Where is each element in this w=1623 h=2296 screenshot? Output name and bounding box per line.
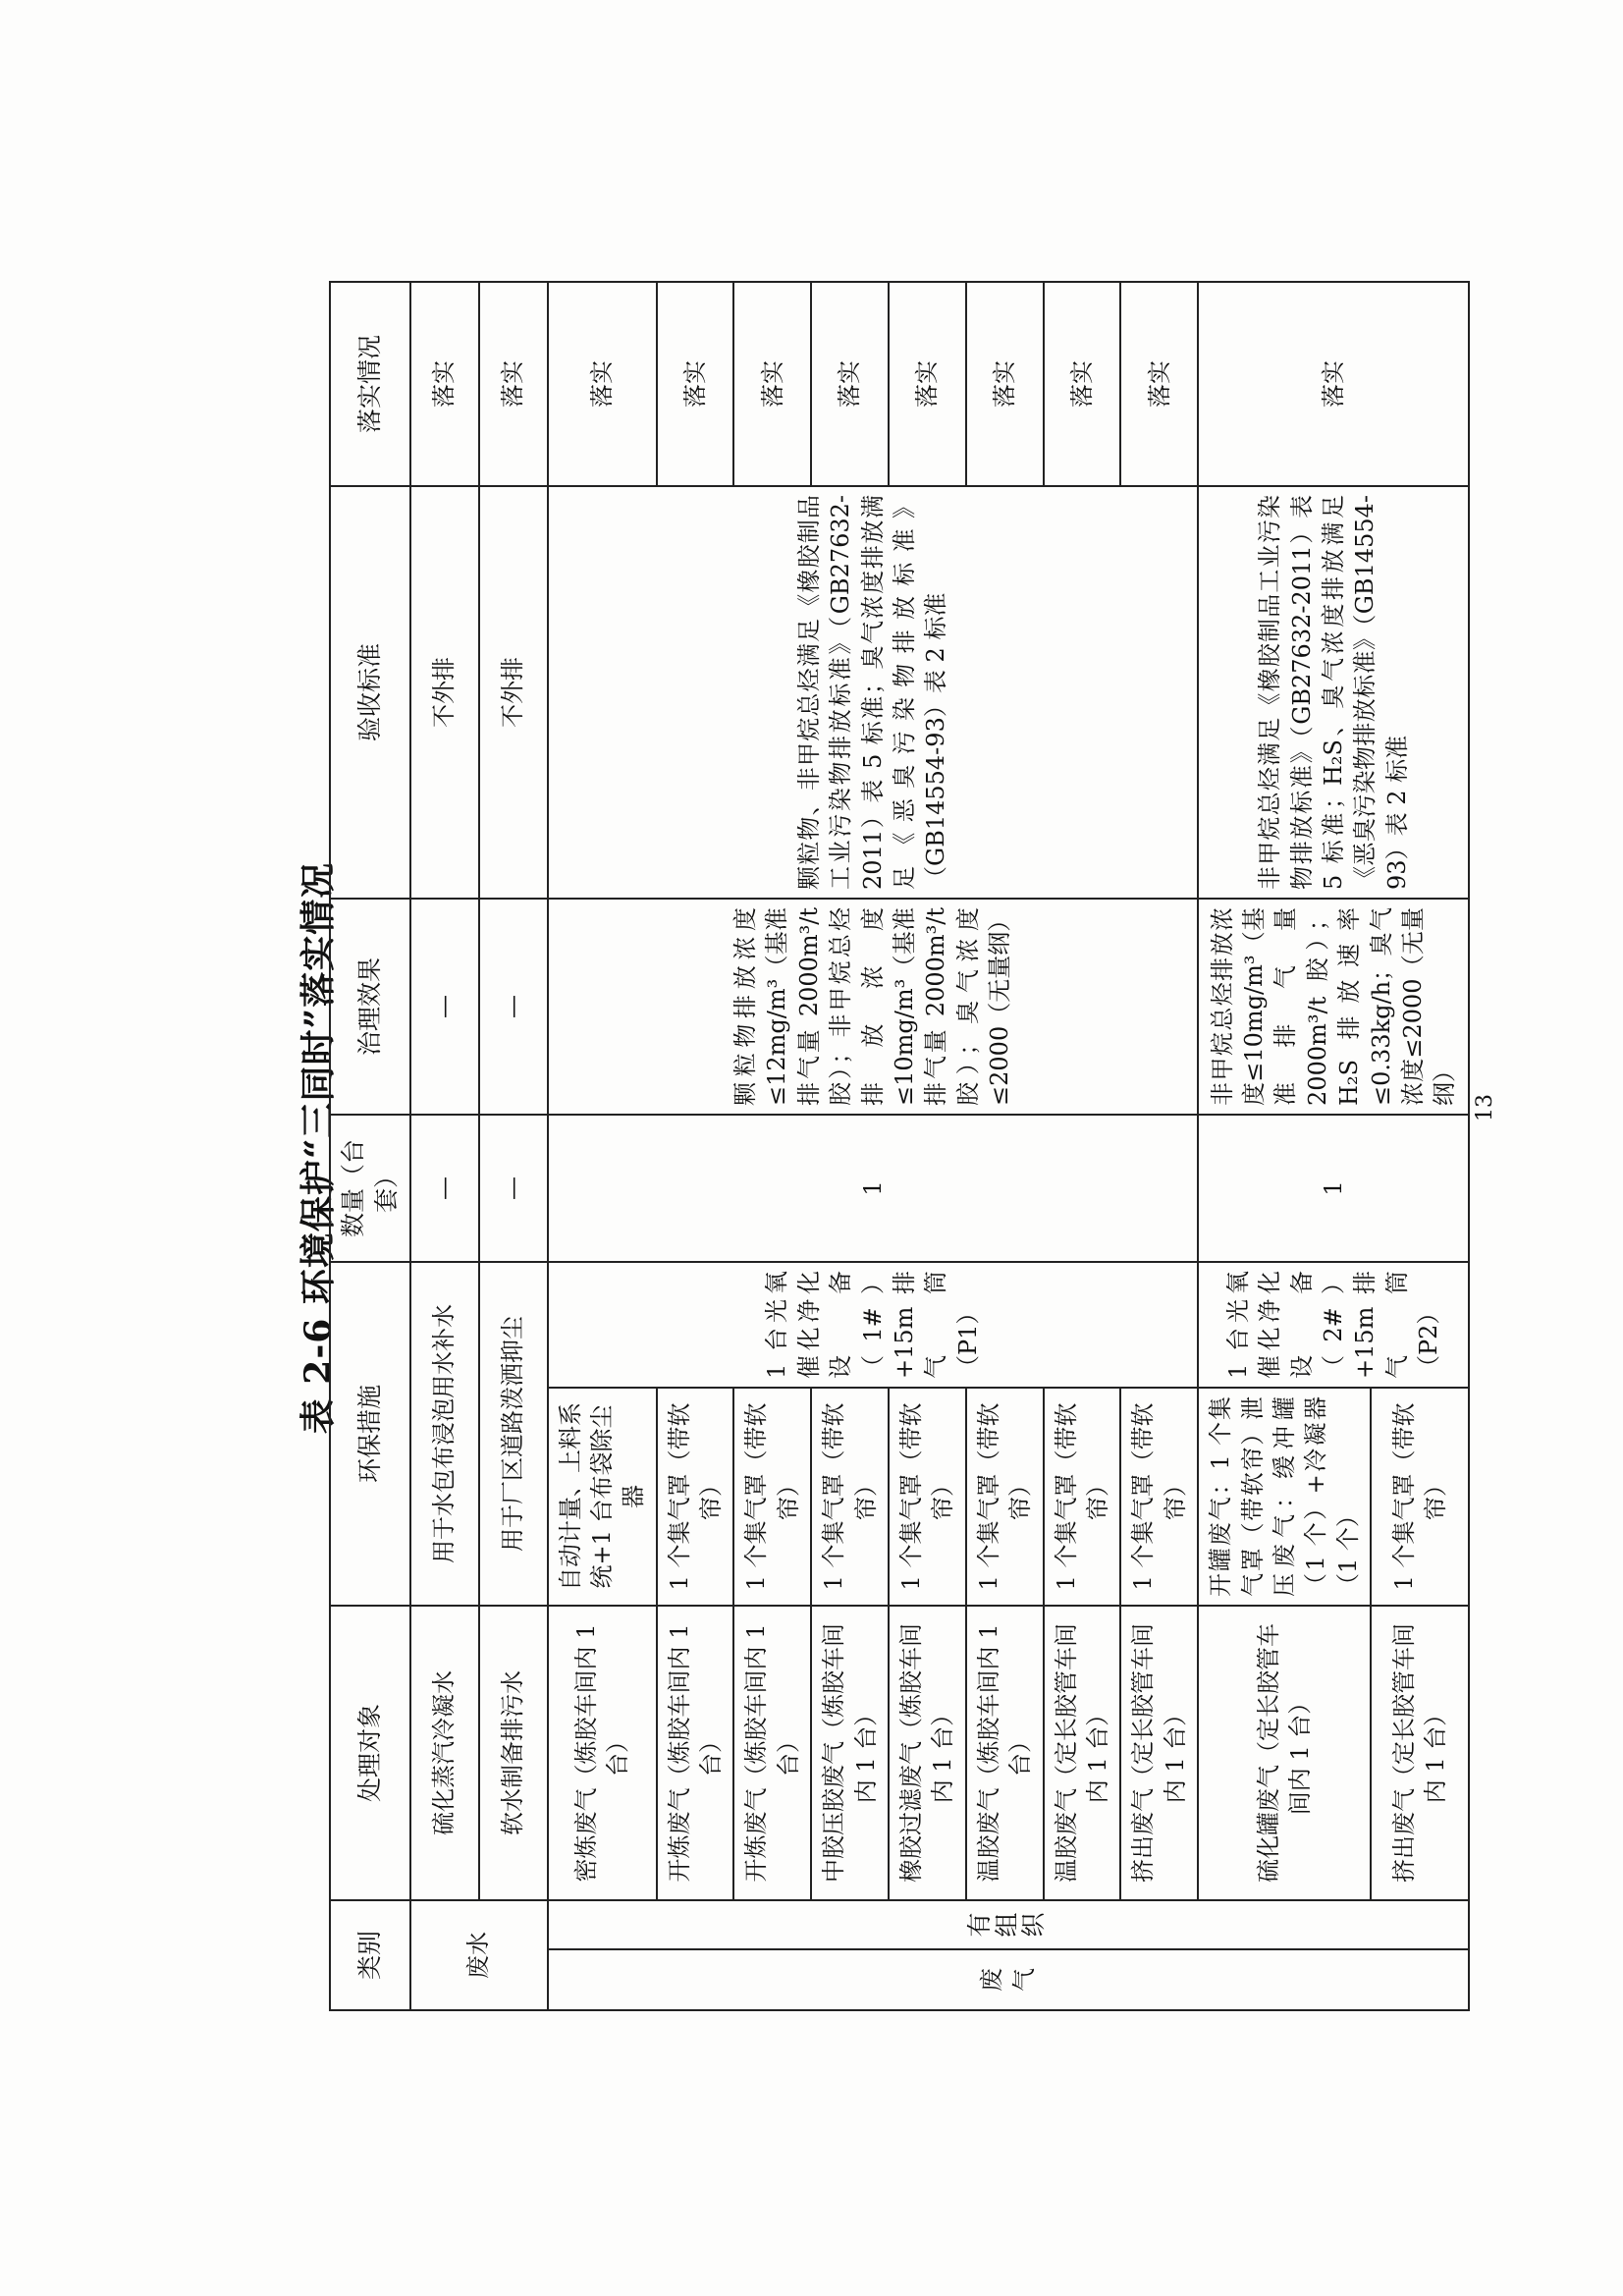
measure-cell: 1 个集气罩（带软帘） [733,1388,811,1606]
header-qty: 数量（台套） [330,1115,410,1262]
qty-cell: 1 [548,1115,1199,1262]
target-cell: 密炼废气（炼胶车间内 1 台） [548,1606,657,1900]
measure-cell: 自动计量、上料系统+1 台布袋除尘器 [548,1388,657,1606]
three-simultaneous-table [329,281,1470,2011]
shared-device-p1: 1 台光氧催化净化设备（1#）+15m 排气筒（P1） [548,1262,1199,1388]
status-cell: 落实 [1198,282,1469,486]
category-wastewater: 废水 [410,1900,548,2010]
target-cell: 温胶废气（定长胶管车间内 1 台） [1044,1606,1121,1900]
target-cell: 挤出废气（定长胶管车间内 1 台） [1120,1606,1198,1900]
target-cell: 开炼废气（炼胶车间内 1 台） [733,1606,811,1900]
measure-cell: 1 个集气罩（带软帘） [889,1388,966,1606]
measure-cell: 用于厂区道路泼洒抑尘 [479,1262,548,1606]
page-number: 13 [1473,1094,1497,1121]
qty-cell: — [479,1115,548,1262]
measure-cell: 1 个集气罩（带软帘） [1120,1388,1198,1606]
table-row [410,282,479,2010]
standard-cell: 不外排 [410,486,479,899]
effect-cell: — [410,899,479,1115]
standard-cell: 颗粒物、非甲烷总烃满足《橡胶制品工业污染物排放标准》（GB27632-2011）表 5 标准；臭气浓度排放满足《恶臭污染物排放标准》（GB14554-93）表 2 标准 [548,486,1199,899]
shared-device-p2: 1 台光氧催化净化设备（2#）+15m 排气筒（P2） [1198,1262,1469,1388]
header-target: 处理对象 [330,1606,410,1900]
status-cell: 落实 [811,282,889,486]
table-row [479,282,548,2010]
header-standard: 验收标准 [330,486,410,899]
header-measure: 环保措施 [330,1262,410,1606]
target-cell: 中胶压胶废气（炼胶车间内 1 台） [811,1606,889,1900]
standard-cell: 不外排 [479,486,548,899]
status-cell: 落实 [410,282,479,486]
target-cell: 硫化蒸汽冷凝水 [410,1606,479,1900]
status-cell: 落实 [479,282,548,486]
status-cell: 落实 [966,282,1044,486]
category-exhaust: 废气 [548,1949,1470,2010]
table-title: 表 2-6 环境保护“三同时”落实情况 [298,861,339,1435]
table-row [548,282,657,2010]
target-cell: 挤出废气（定长胶管车间内 1 台） [1371,1606,1469,1900]
measure-cell: 1 个集气罩（带软帘） [811,1388,889,1606]
status-cell: 落实 [889,282,966,486]
table-row [1198,282,1371,2010]
target-cell: 橡胶过滤废气（炼胶车间内 1 台） [889,1606,966,1900]
header-row [330,282,410,2010]
measure-cell: 开罐废气：1 个集气罩（带软帘）泄压废气：缓冲罐（1 个）+冷凝器（1 个） [1198,1388,1371,1606]
header-effect: 治理效果 [330,899,410,1115]
measure-cell: 1 个集气罩（带软帘） [657,1388,734,1606]
qty-cell: — [410,1115,479,1262]
effect-cell: — [479,899,548,1115]
measure-cell: 1 个集气罩（带软帘） [1044,1388,1121,1606]
target-cell: 开炼废气（炼胶车间内 1 台） [657,1606,734,1900]
effect-cell: 颗粒物排放浓度≤12mg/m³（基准排气量 2000m³/t 胶）；非甲烷总烃排放浓度≤10mg/m³（基准排气量 2000m³/t 胶）；臭气浓度≤2000（无量纲） [548,899,1199,1115]
target-cell: 硫化罐废气（定长胶管车间内 1 台） [1198,1606,1371,1900]
qty-cell: 1 [1198,1115,1469,1262]
effect-cell: 非甲烷总烃排放浓度≤10mg/m³（基准排气量 2000m³/t 胶）；H₂S 排放速率≤0.33kg/h；臭气浓度≤2000（无量纲） [1198,899,1469,1115]
status-cell: 落实 [733,282,811,486]
measure-cell: 1 个集气罩（带软帘） [966,1388,1044,1606]
status-cell: 落实 [1044,282,1121,486]
status-cell: 落实 [1120,282,1198,486]
subcategory-organized: 有组织 [548,1900,1470,1949]
header-category: 类别 [330,1900,410,2010]
measure-cell: 1 个集气罩（带软帘） [1371,1388,1469,1606]
status-cell: 落实 [657,282,734,486]
target-cell: 温胶废气（炼胶车间内 1 台） [966,1606,1044,1900]
measure-cell: 用于水包布浸泡用水补水 [410,1262,479,1606]
target-cell: 软水制备排污水 [479,1606,548,1900]
header-status: 落实情况 [330,282,410,486]
status-cell: 落实 [548,282,657,486]
standard-cell: 非甲烷总烃满足《橡胶制品工业污染物排放标准》（GB27632-2011）表 5 标准；H₂S、臭气浓度排放满足《恶臭污染物排放标准》（GB14554-93）表 2 标准 [1198,486,1469,899]
